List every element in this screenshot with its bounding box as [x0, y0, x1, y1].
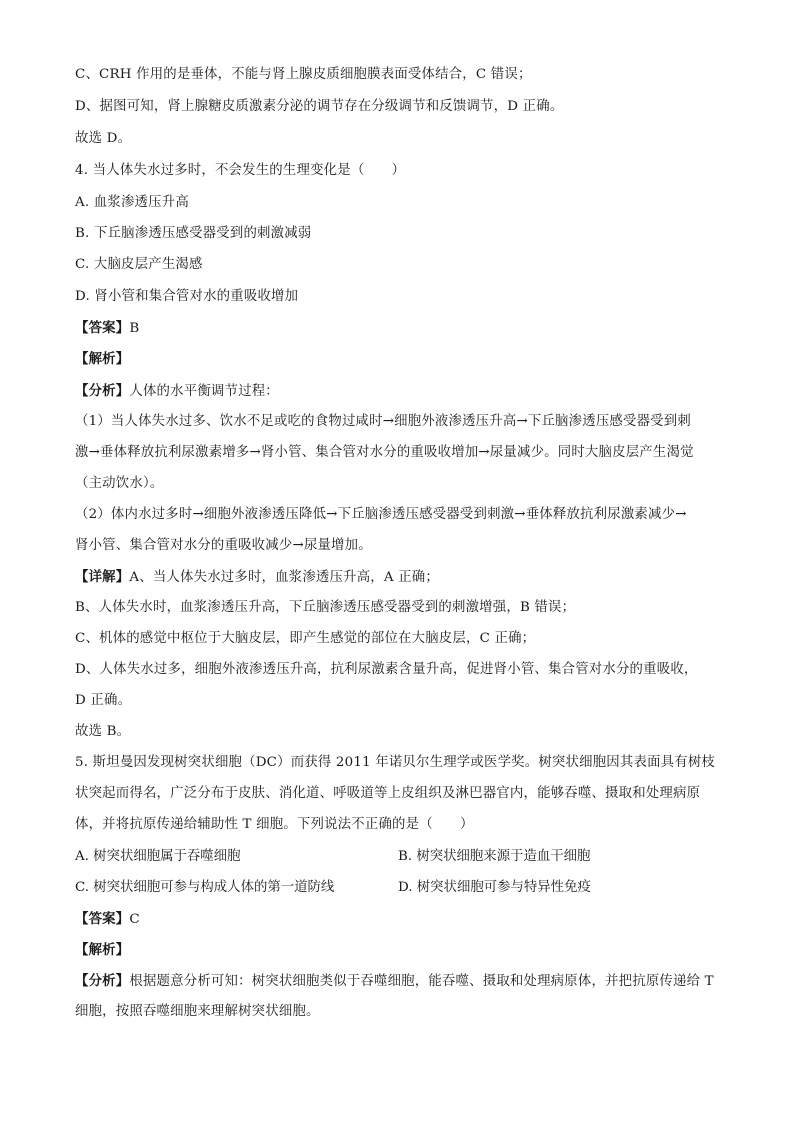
analysis-tag: 【分析】: [75, 973, 130, 989]
detail-text: A、当人体失水过多时，血浆渗透压升高，A 正确；: [129, 570, 439, 585]
text-line: 细胞，按照吞噬细胞来理解树突状细胞。: [75, 1004, 320, 1019]
detail-line: [75, 568, 725, 587]
text-line: 体，并将抗原传递给辅助性 T 细胞。下列说法不正确的是（ ）: [75, 817, 474, 832]
text-line: 激→垂体释放抗利尿激素增多→肾小管、集合管对水分的重吸收增加→尿量减少。同时大脑皮层产生渴觉: [75, 445, 694, 460]
question-4-answer: [75, 319, 725, 338]
text-line: D、人体失水过多，细胞外液渗透压升高，抗利尿激素含量升高，促进肾小管、集合管对水分的重吸收，: [75, 662, 698, 677]
analysis-heading: 【解析】: [75, 351, 130, 367]
text-line: 肾小管、集合管对水分的重吸收减少→尿量增加。: [75, 538, 372, 553]
question-4-option-c: C. 大脑皮层产生渴感: [75, 257, 203, 272]
question-5-answer: [75, 910, 725, 929]
detail-tag: 【详解】: [75, 569, 130, 585]
question-5-stem: 5. 斯坦曼因发现树突状细胞（DC）而获得 2011 年诺贝尔生理学或医学奖。树突状细胞因其表面具有树枝: [75, 755, 716, 770]
text-line: C、机体的感觉中枢位于大脑皮层，即产生感觉的部位在大脑皮层，C 正确；: [75, 631, 536, 646]
question-4-option-a: A. 血浆渗透压升高: [75, 195, 189, 210]
text-line: B、人体失水时，血浆渗透压升高，下丘脑渗透压感受器受到的刺激增强，B 错误；: [75, 600, 576, 615]
text-line: D、据图可知，肾上腺糖皮质激素分泌的调节存在分级调节和反馈调节，D 正确。: [75, 99, 564, 114]
question-4-option-d: D. 肾小管和集合管对水的重吸收增加: [75, 289, 299, 304]
text-line: 故选 D。: [75, 131, 132, 146]
question-5-option-d: D. 树突状细胞可参与特异性免疫: [398, 880, 591, 895]
text-line: （2）体内水过多时→细胞外液渗透压降低→下丘脑渗透压感受器受到刺激→垂体释放抗利尿激素减少→: [75, 507, 687, 522]
analysis-line: [75, 382, 725, 401]
text-line: D 正确。: [75, 693, 132, 708]
text-line: 状突起而得名，广泛分布于皮肤、消化道、呼吸道等上皮组织及淋巴器官内，能够吞噬、摄取和处理病原: [75, 786, 701, 801]
question-5-option-b: B. 树突状细胞来源于造血干细胞: [398, 849, 591, 864]
text-line: C、CRH 作用的是垂体，不能与肾上腺皮质细胞膜表面受体结合，C 错误；: [75, 67, 532, 82]
analysis-heading: 【解析】: [75, 942, 130, 958]
analysis-text: 根据题意分析可知：树突状细胞类似于吞噬细胞，能吞噬、摄取和处理病原体，并把抗原传递给 T: [129, 974, 714, 989]
answer-value: C: [129, 912, 140, 927]
text-line: （1）当人体失水过多、饮水不足或吃的食物过咸时→细胞外液渗透压升高→下丘脑渗透压感受器受到刺: [75, 414, 691, 429]
text-line: 故选 B。: [75, 724, 131, 739]
analysis-line: [75, 972, 725, 991]
question-5-option-a: A. 树突状细胞属于吞噬细胞: [75, 849, 241, 864]
question-4-stem: 4. 当人体失水过多时，不会发生的生理变化是（ ）: [75, 163, 406, 178]
text-line: （主动饮水）。: [75, 476, 164, 491]
question-5-option-c: C. 树突状细胞可参与构成人体的第一道防线: [75, 880, 335, 895]
answer-tag: 【答案】: [75, 320, 130, 336]
analysis-tag: 【分析】: [75, 383, 130, 399]
answer-value: B: [129, 321, 140, 336]
answer-tag: 【答案】: [75, 911, 130, 927]
question-4-option-b: B. 下丘脑渗透压感受器受到的刺激减弱: [75, 226, 312, 241]
analysis-text: 人体的水平衡调节过程：: [129, 384, 279, 399]
